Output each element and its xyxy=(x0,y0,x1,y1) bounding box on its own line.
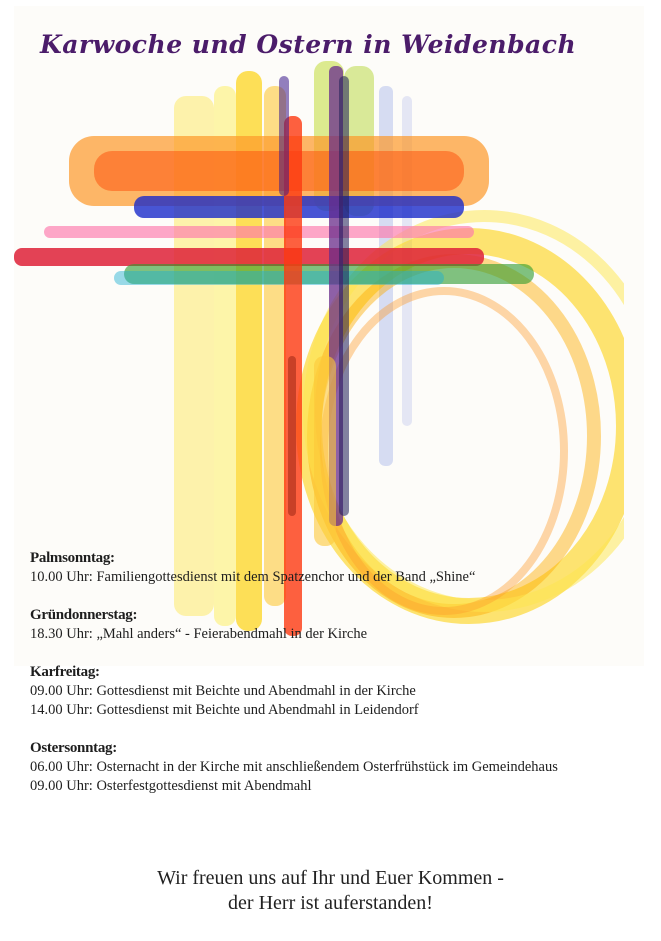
day-name: Gründonnerstag: xyxy=(30,607,138,623)
page-title: Karwoche und Ostern in Weidenbach xyxy=(40,30,577,59)
day-name: Palmsonntag: xyxy=(30,550,115,566)
schedule-day xyxy=(30,739,640,796)
closing-line: der Herr ist auferstanden! xyxy=(228,892,433,914)
event-line: 10.00 Uhr: Familiengottesdienst mit dem Spatzenchor und der Band „Shine“ xyxy=(30,569,476,585)
schedule xyxy=(30,549,640,815)
schedule-day xyxy=(30,663,640,720)
day-name: Ostersonntag: xyxy=(30,740,117,756)
schedule-day xyxy=(30,549,640,587)
event-line: 18.30 Uhr: „Mahl anders“ - Feierabendmahl in der Kirche xyxy=(30,626,368,642)
event-line: 14.00 Uhr: Gottesdienst mit Beichte und Abendmahl in Leidendorf xyxy=(30,702,419,718)
event-line: 09.00 Uhr: Osterfestgottesdienst mit Abendmahl xyxy=(30,778,312,794)
event-line: 06.00 Uhr: Osternacht in der Kirche mit anschließendem Osterfrühstück im Gemeindehaus xyxy=(30,759,558,775)
closing-message xyxy=(0,866,661,916)
schedule-day xyxy=(30,606,640,644)
day-name: Karfreitag: xyxy=(30,664,100,680)
closing-line: Wir freuen uns auf Ihr und Euer Kommen - xyxy=(157,867,504,889)
event-line: 09.00 Uhr: Gottesdienst mit Beichte und Abendmahl in der Kirche xyxy=(30,683,416,699)
